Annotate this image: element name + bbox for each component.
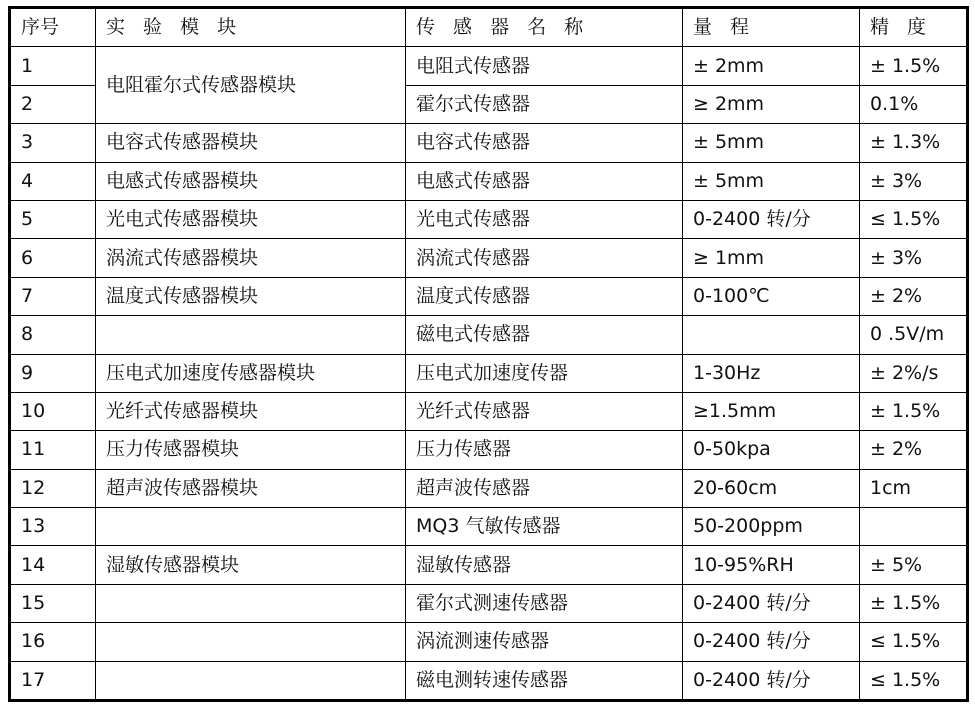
cell-module: 湿敏传感器模块 [96, 546, 406, 584]
cell-no: 9 [10, 354, 96, 392]
table-row [10, 162, 968, 200]
cell-no: 6 [10, 239, 96, 277]
cell-sensor: 电容式传感器 [406, 124, 683, 162]
cell-sensor: 霍尔式传感器 [406, 85, 683, 123]
cell-range: 0-50kpa [683, 431, 860, 469]
cell-sensor: 电阻式传感器 [406, 47, 683, 85]
cell-sensor: 超声波传感器 [406, 469, 683, 507]
cell-sensor: 磁电测转速传感器 [406, 661, 683, 700]
cell-range: ± 2mm [683, 47, 860, 85]
table-row [10, 239, 968, 277]
cell-accuracy: ± 1.5% [860, 392, 968, 430]
cell-accuracy [860, 508, 968, 546]
cell-accuracy: ± 1.3% [860, 124, 968, 162]
cell-no: 14 [10, 546, 96, 584]
cell-module: 温度式传感器模块 [96, 277, 406, 315]
cell-module [96, 316, 406, 354]
cell-range: 0-2400 转/分 [683, 200, 860, 238]
table-row [10, 469, 968, 507]
cell-sensor: 霍尔式测速传感器 [406, 584, 683, 622]
table-row [10, 316, 968, 354]
header-cell-range: 量 程 [683, 8, 860, 47]
cell-sensor: 光纤式传感器 [406, 392, 683, 430]
table-row [10, 200, 968, 238]
cell-accuracy: ± 2%/s [860, 354, 968, 392]
cell-range [683, 316, 860, 354]
table-row [10, 623, 968, 661]
cell-module: 光纤式传感器模块 [96, 392, 406, 430]
table-row [10, 47, 968, 85]
cell-no: 5 [10, 200, 96, 238]
cell-module: 电感式传感器模块 [96, 162, 406, 200]
cell-module [96, 584, 406, 622]
cell-module: 超声波传感器模块 [96, 469, 406, 507]
cell-range: ≥1.5mm [683, 392, 860, 430]
cell-module [96, 623, 406, 661]
cell-module: 压电式加速度传感器模块 [96, 354, 406, 392]
cell-sensor: 涡流测速传感器 [406, 623, 683, 661]
header-cell-no: 序号 [10, 8, 96, 47]
cell-no: 2 [10, 85, 96, 123]
cell-accuracy: 1cm [860, 469, 968, 507]
cell-range: 10-95%RH [683, 546, 860, 584]
cell-sensor: MQ3 气敏传感器 [406, 508, 683, 546]
header-row [10, 8, 968, 47]
cell-no: 4 [10, 162, 96, 200]
cell-sensor: 湿敏传感器 [406, 546, 683, 584]
cell-no: 3 [10, 124, 96, 162]
cell-accuracy: ± 2% [860, 431, 968, 469]
cell-no: 10 [10, 392, 96, 430]
table-row [10, 546, 968, 584]
cell-sensor: 电感式传感器 [406, 162, 683, 200]
table-row [10, 124, 968, 162]
cell-range: ≥ 2mm [683, 85, 860, 123]
cell-range: 0-2400 转/分 [683, 661, 860, 700]
cell-module [96, 661, 406, 700]
cell-no: 17 [10, 661, 96, 700]
cell-range: 50-200ppm [683, 508, 860, 546]
cell-module: 压力传感器模块 [96, 431, 406, 469]
cell-range: 20-60cm [683, 469, 860, 507]
cell-accuracy: ± 1.5% [860, 47, 968, 85]
cell-range: 0-100℃ [683, 277, 860, 315]
cell-no: 15 [10, 584, 96, 622]
cell-no: 11 [10, 431, 96, 469]
cell-module: 涡流式传感器模块 [96, 239, 406, 277]
header-cell-sensor: 传 感 器 名 称 [406, 8, 683, 47]
cell-range: ± 5mm [683, 124, 860, 162]
cell-no: 16 [10, 623, 96, 661]
cell-accuracy: 0.1% [860, 85, 968, 123]
cell-range: 0-2400 转/分 [683, 623, 860, 661]
table-row [10, 277, 968, 315]
header-cell-module: 实 验 模 块 [96, 8, 406, 47]
cell-accuracy: 0 .5V/m [860, 316, 968, 354]
cell-sensor: 光电式传感器 [406, 200, 683, 238]
table-row [10, 354, 968, 392]
cell-no: 8 [10, 316, 96, 354]
table-row [10, 584, 968, 622]
table-row [10, 661, 968, 700]
cell-sensor: 磁电式传感器 [406, 316, 683, 354]
cell-range: 0-2400 转/分 [683, 584, 860, 622]
cell-sensor: 涡流式传感器 [406, 239, 683, 277]
cell-sensor: 压力传感器 [406, 431, 683, 469]
cell-sensor: 压电式加速度传器 [406, 354, 683, 392]
cell-accuracy: ≤ 1.5% [860, 200, 968, 238]
cell-range: ≥ 1mm [683, 239, 860, 277]
cell-range: 1-30Hz [683, 354, 860, 392]
table-row [10, 431, 968, 469]
cell-accuracy: ≤ 1.5% [860, 623, 968, 661]
table-row [10, 508, 968, 546]
cell-no: 12 [10, 469, 96, 507]
cell-no: 1 [10, 47, 96, 85]
table-row [10, 392, 968, 430]
sensor-spec-table [8, 6, 969, 702]
cell-module [96, 508, 406, 546]
cell-accuracy: ± 3% [860, 162, 968, 200]
table-body [10, 8, 968, 701]
cell-range: ± 5mm [683, 162, 860, 200]
cell-module: 电阻霍尔式传感器模块 [96, 47, 406, 124]
header-cell-accuracy: 精 度 [860, 8, 968, 47]
cell-module: 电容式传感器模块 [96, 124, 406, 162]
cell-accuracy: ± 5% [860, 546, 968, 584]
cell-accuracy: ± 2% [860, 277, 968, 315]
cell-accuracy: ≤ 1.5% [860, 661, 968, 700]
cell-sensor: 温度式传感器 [406, 277, 683, 315]
cell-no: 7 [10, 277, 96, 315]
cell-no: 13 [10, 508, 96, 546]
cell-module: 光电式传感器模块 [96, 200, 406, 238]
cell-accuracy: ± 3% [860, 239, 968, 277]
cell-accuracy: ± 1.5% [860, 584, 968, 622]
